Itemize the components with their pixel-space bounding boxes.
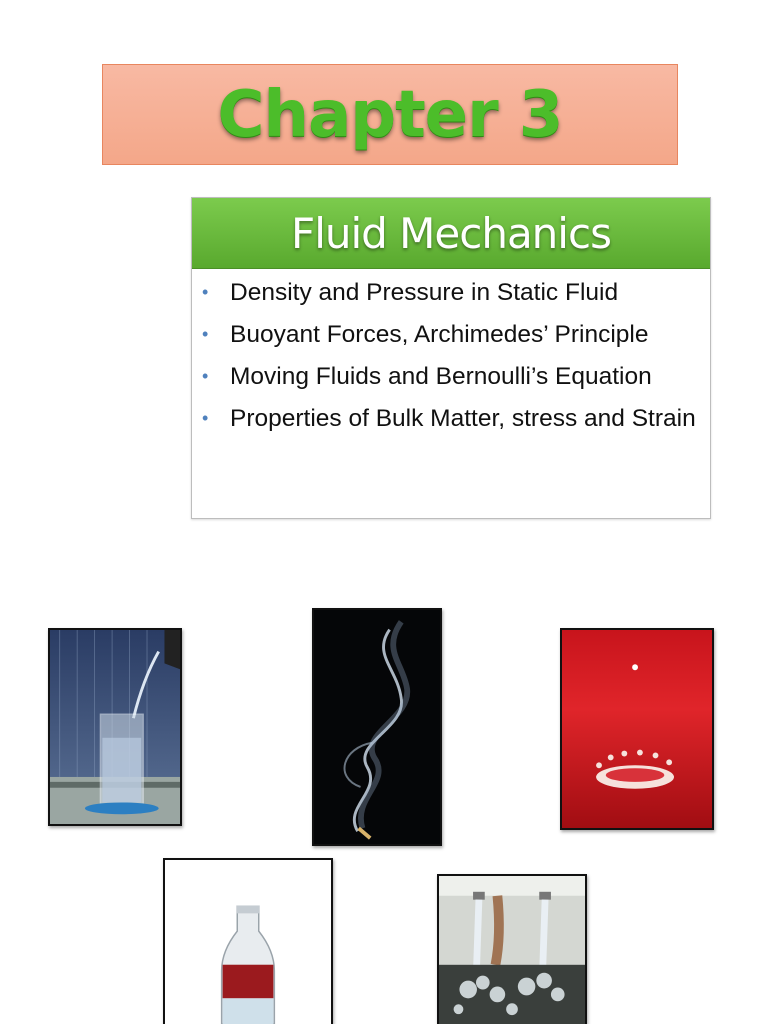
content-box <box>191 197 711 519</box>
bullet-icon: • <box>202 324 209 344</box>
bullet-list <box>192 269 710 436</box>
bullet-text: Density and Pressure in Static Fluid <box>230 279 619 306</box>
title-banner <box>102 64 678 165</box>
bullet-item <box>200 317 702 352</box>
smoke-photo <box>312 608 442 846</box>
bullet-text: Buoyant Forces, Archimedes’ Principle <box>230 321 649 348</box>
bottle-photo <box>163 858 333 1024</box>
bullet-item <box>200 275 702 310</box>
bullet-item <box>200 359 702 394</box>
bullet-icon: • <box>202 366 209 386</box>
bullet-icon: • <box>202 408 209 428</box>
subtitle-bar <box>192 198 710 269</box>
bullet-icon: • <box>202 282 209 302</box>
bullet-text: Properties of Bulk Matter, stress and Strain <box>230 405 696 432</box>
bullet-item <box>200 401 702 436</box>
bullet-text: Moving Fluids and Bernoulli’s Equation <box>230 363 652 390</box>
slide-title: Chapter 3 <box>217 77 563 152</box>
milk-drop-splash-photo <box>560 628 714 830</box>
water-jets-photo <box>437 874 587 1024</box>
water-glass-photo <box>48 628 182 826</box>
slide-subtitle: Fluid Mechanics <box>291 208 611 258</box>
